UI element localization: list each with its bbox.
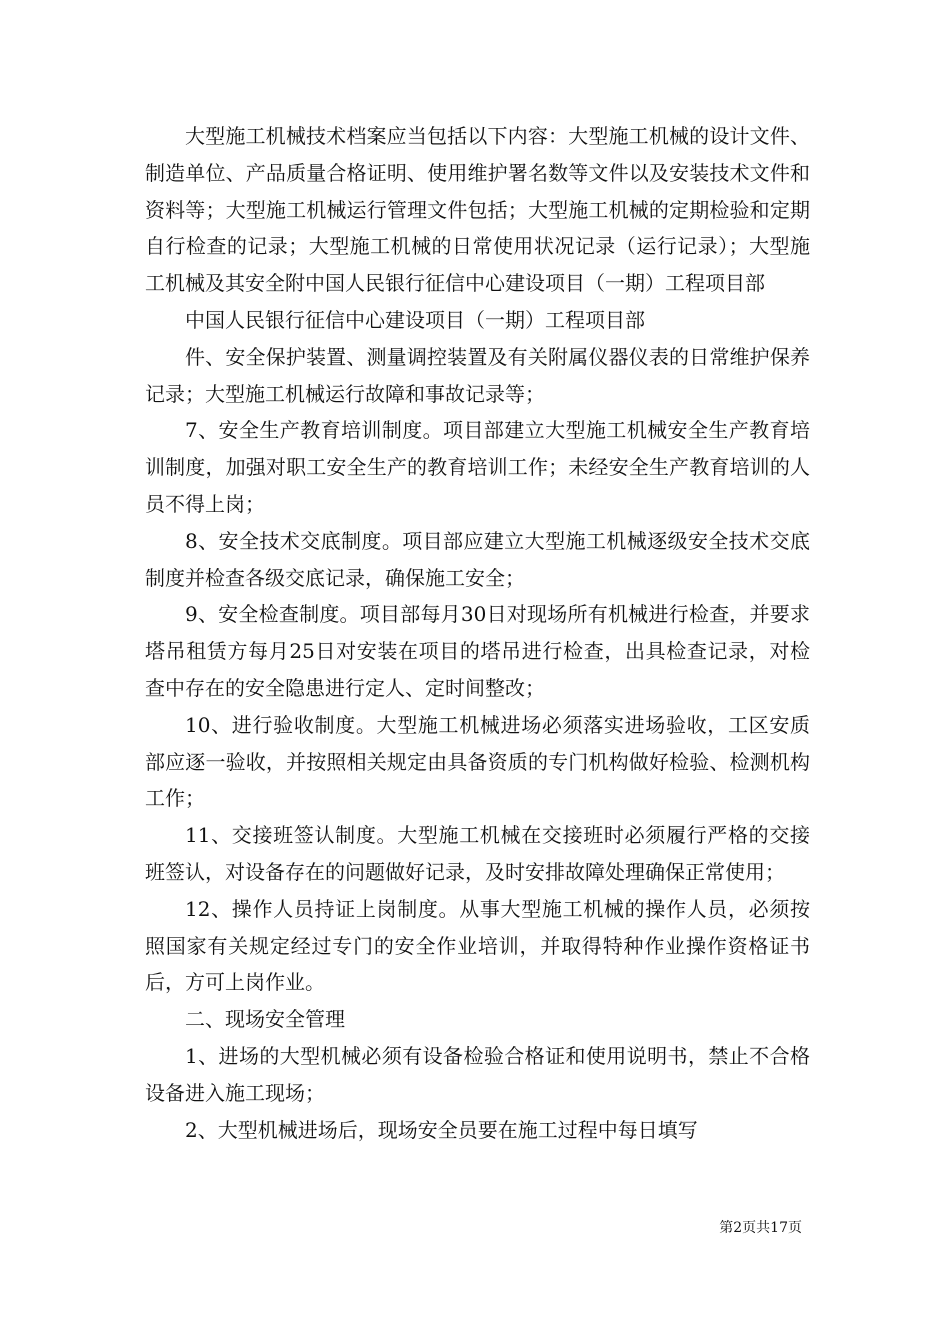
paragraph-acceptance-system: 10、进行验收制度。大型施工机械进场必须落实进场验收，工区安质部应逐一验收，并按照相关规定由具备资质的专门机构做好检验、检测机构工作；: [145, 712, 810, 811]
section-heading-site-safety: 二、现场安全管理: [185, 1007, 345, 1032]
paragraph-site-rule-2: 2、大型机械进场后，现场安全员要在施工过程中每日填写: [185, 1117, 698, 1142]
paragraph-project-header: 中国人民银行征信中心建设项目（一期）工程项目部: [185, 307, 645, 332]
paragraph-tech-archive: 大型施工机械技术档案应当包括以下内容：大型施工机械的设计文件、制造单位、产品质量合格证明、使用维护署名数等文件以及安装技术文件和资料等；大型施工机械运行管理文件包括；大型施工机械的定期检验和定期自行检查的记录；大型施工机械的日常使用状况记录（运行记录）；大型施工机械及其安全附中国人民银行征信中心建设项目（一期）工程项目部: [145, 124, 810, 296]
paragraph-maintenance-records: 件、安全保护装置、测量调控装置及有关附属仪器仪表的日常维护保养记录；大型施工机械运行故障和事故记录等；: [145, 344, 810, 406]
paragraph-disclosure-system: 8、安全技术交底制度。项目部应建立大型施工机械逐级安全技术交底制度并检查各级交底记录，确保施工安全；: [145, 528, 810, 590]
paragraph-certified-operators: 12、操作人员持证上岗制度。从事大型施工机械的操作人员，必须按照国家有关规定经过专门的安全作业培训，并取得特种作业操作资格证书后，方可上岗作业。: [145, 896, 810, 995]
document-body: [145, 118, 810, 1148]
page-number-footer: 第2页共17页: [719, 1220, 802, 1236]
paragraph-training-system: 7、安全生产教育培训制度。项目部建立大型施工机械安全生产教育培训制度，加强对职工安全生产的教育培训工作；未经安全生产教育培训的人员不得上岗；: [145, 418, 810, 516]
paragraph-shift-handover-system: 11、交接班签认制度。大型施工机械在交接班时必须履行严格的交接班签认，对设备存在的问题做好记录，及时安排故障处理确保正常使用；: [145, 823, 810, 884]
paragraph-site-rule-1: 1、进场的大型机械必须有设备检验合格证和使用说明书，禁止不合格设备进入施工现场；: [145, 1043, 810, 1105]
paragraph-inspection-system: 9、安全检查制度。项目部每月30日对现场所有机械进行检查，并要求塔吊租赁方每月25日对安装在项目的塔吊进行检查，出具检查记录，对检查中存在的安全隐患进行定人、定时间整改；: [145, 602, 810, 700]
